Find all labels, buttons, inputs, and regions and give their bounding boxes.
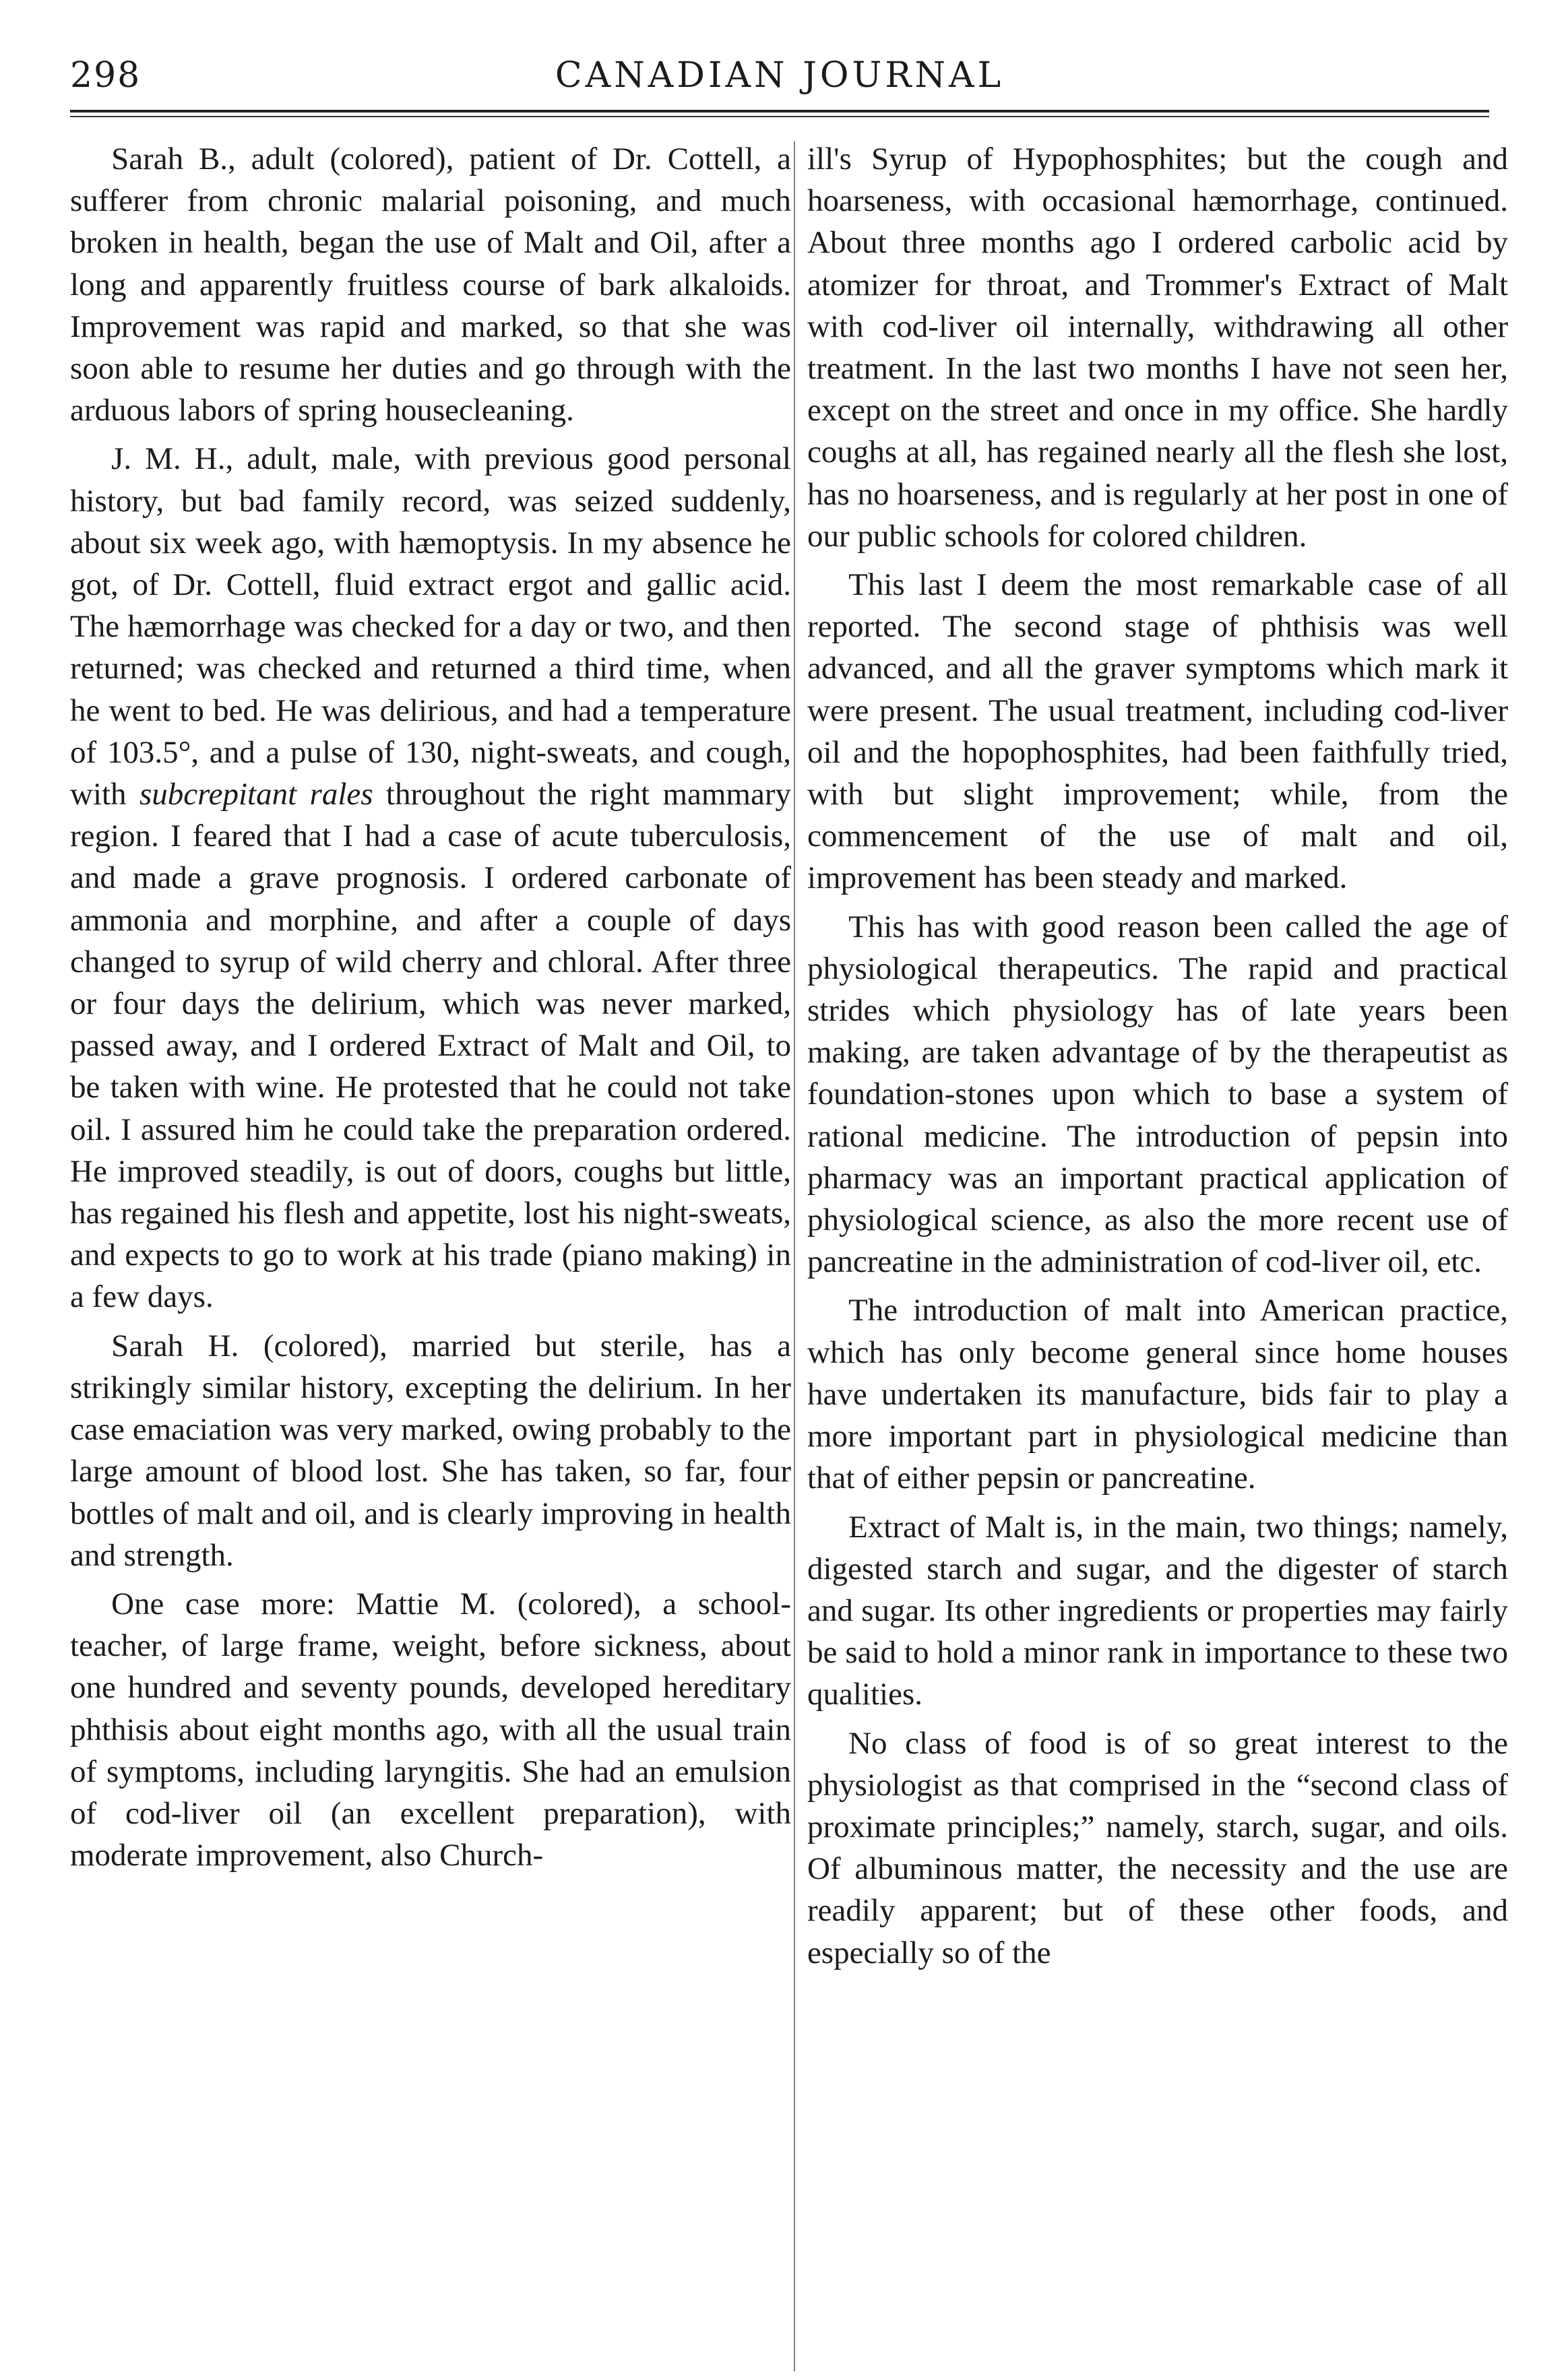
left-column <box>70 138 791 1883</box>
paragraph-jmh <box>70 438 791 1318</box>
paragraph-physiological-therapeutics: This has with good reason been called the age of physiological therapeutics. The rapid and practical strides which physiology has of late years been making, are taken advantage of by the therapeutist as foundation-stones upon which to base a system of rational medicine. The introduction of pepsin into pharmacy was an important practical application of physiological science, as also the more recent use of pancreatine in the administration of cod-liver oil, etc. <box>807 909 1508 1280</box>
running-head: CANADIAN JOURNAL <box>555 55 1005 96</box>
header-rule-thin <box>70 116 1489 117</box>
right-column <box>807 138 1508 1981</box>
page-header <box>70 49 1489 102</box>
paragraph-class-of-food: No class of food is of so great interest to the physiologist as that comprised in the “second class of proximate principles;” namely, starch, sugar, and oils. Of albuminous matter, the necessity and the use are readily apparent; but of these other foods, and especially so of the <box>807 1725 1508 1970</box>
paragraph-sarah-h: Sarah H. (colored), married but sterile, has a strikingly similar history, excepting the delirium. In her case emaciation was very marked, owing probably to the large amount of blood lost. She has taken, so far, four bottles of malt and oil, and is clearly improving in health and strength. <box>70 1328 791 1573</box>
column-divider <box>794 141 795 2371</box>
paragraph-sarah-b: Sarah B., adult (colored), patient of Dr. Cottell, a sufferer from chronic malarial poisoning, and much broken in health, began the use of Malt and Oil, after a long and apparently fruitless course of bark alkaloids. Improvement was rapid and marked, so that she was soon able to resume her duties and go through with the arduous labors of spring housecleaning. <box>70 141 791 428</box>
paragraph-jmh-tail: throughout the right mammary region. I feared that I had a case of acute tuberculosis, and made a grave prognosis. I ordered carbonate of ammonia and morphine, and after a couple of days changed to syrup of wild cherry and chloral. After three or four days the delirium, which was never marked, passed away, and I ordered Extract of Malt and Oil, to be taken with wine. He protested that he could not take oil. I assured him he could take the preparation ordered. He improved steadily, is out of doors, coughs but little, has regained his flesh and appetite, lost his night-sweats, and expects to go to work at his trade (piano making) in a few days. <box>70 777 792 1315</box>
paragraph-malt-introduction: The introduction of malt into American practice, which has only become general since home houses have undertaken its manufacture, bids fair to play a more important part in physiological medicine than that of either pepsin or pancreatine. <box>807 1293 1508 1496</box>
paragraph-continuation: ill's Syrup of Hypophosphites; but the cough and hoarseness, with occasional hæmorrhage, continued. About three months ago I ordered carbolic acid by atomizer for throat, and Trommer's Extract of Malt with cod-liver oil internally, withdrawing all other treatment. In the last two months I have not seen her, except on the street and once in my office. She hardly coughs at all, has regained nearly all the flesh she lost, has no hoarseness, and is regularly at her post in one of our public schools for colored children. <box>807 141 1508 554</box>
header-rule-thick <box>70 110 1489 112</box>
paragraph-remarkable-case: This last I deem the most remarkable case of all reported. The second stage of phthisis was well advanced, and all the graver symptoms which mark it were present. The usual treatment, including cod-liver oil and the hopophosphites, had been faithfully tried, with but slight improvement; while, from the commencement of the use of malt and oil, improvement has been steady and marked. <box>807 567 1508 896</box>
paragraph-extract-of-malt: Extract of Malt is, in the main, two things; namely, digested starch and sugar, and the digester of starch and sugar. Its other ingredients or properties may fairly be said to hold a minor rank in importance to these two qualities. <box>807 1509 1508 1712</box>
paragraph-mattie-m: One case more: Mattie M. (colored), a school-teacher, of large frame, weight, before sickness, about one hundred and seventy pounds, developed hereditary phthisis about eight months ago, with all the usual train of symptoms, including laryngitis. She had an emulsion of cod-liver oil (an excellent preparation), with moderate improvement, also Church- <box>70 1586 791 1873</box>
page-number: 298 <box>70 55 142 96</box>
italic-phrase: subcrepitant rales <box>139 777 373 812</box>
paragraph-jmh-head: J. M. H., adult, male, with previous good personal history, but bad family record, was seized suddenly, about six week ago, with hæmoptysis. In my absence he got, of Dr. Cottell, fluid extract ergot and gallic acid. The hæmorrhage was checked for a day or two, and then returned; was checked and returned a third time, when he went to bed. He was delirious, and had a temperature of 103.5°, and a pulse of 130, night-sweats, and cough, with <box>70 441 791 812</box>
